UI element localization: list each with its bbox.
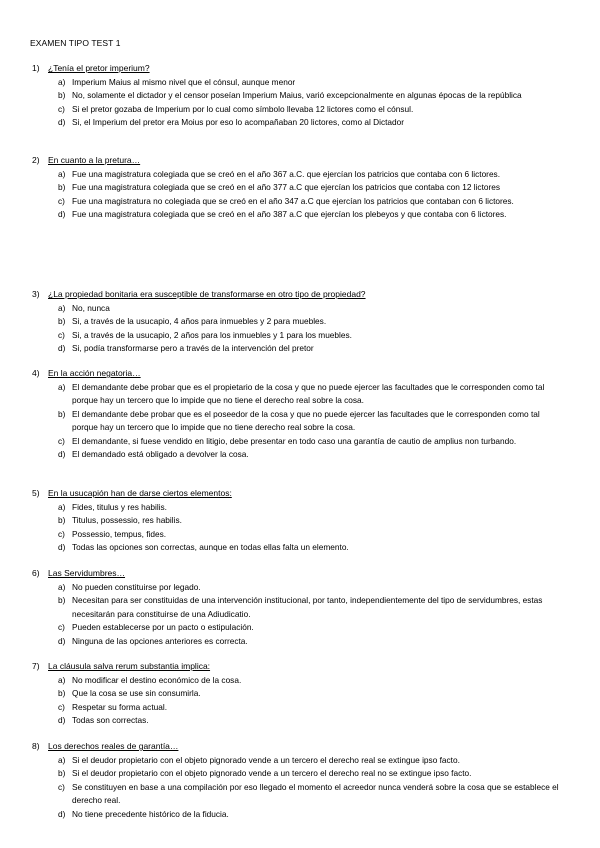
option-text: Respetar su forma actual. bbox=[72, 701, 167, 712]
option-letter: a) bbox=[58, 675, 66, 685]
option-letter: d) bbox=[58, 117, 66, 128]
option-letter: a) bbox=[58, 755, 66, 765]
option-text: El demandado está obligado a devolver la cosa. bbox=[72, 449, 249, 460]
answer-option bbox=[0, 594, 600, 621]
answer-option bbox=[0, 181, 600, 194]
option-letter: c) bbox=[58, 528, 65, 539]
answer-option bbox=[0, 408, 600, 435]
option-letter: a) bbox=[58, 169, 66, 179]
question-text: Los derechos reales de garantía… bbox=[48, 741, 179, 751]
option-letter: c) bbox=[58, 622, 65, 633]
option-letter: d) bbox=[58, 542, 66, 553]
question-3 bbox=[0, 289, 600, 356]
answer-option bbox=[0, 767, 600, 780]
answer-option bbox=[0, 89, 600, 102]
option-text: Imperium Maius al mismo nivel que el cónsul, aunque menor bbox=[72, 77, 296, 87]
answer-option bbox=[0, 714, 600, 727]
answer-option bbox=[0, 808, 600, 821]
answer-option bbox=[0, 448, 600, 461]
answer-option bbox=[0, 501, 600, 514]
answer-option bbox=[0, 528, 600, 541]
option-letter: d) bbox=[58, 209, 66, 220]
answer-option bbox=[0, 687, 600, 700]
option-text: Si el deudor propietario con el objeto pignorado vende a un tercero el derecho real se extingue ipso facto. bbox=[72, 755, 460, 765]
option-letter: b) bbox=[58, 182, 66, 193]
question-number: 5) bbox=[32, 488, 40, 498]
question-number: 3) bbox=[32, 289, 40, 299]
answer-option bbox=[0, 635, 600, 648]
question-text: En la acción negatoria… bbox=[48, 368, 141, 378]
question-number: 4) bbox=[32, 368, 40, 378]
answer-option bbox=[0, 195, 600, 208]
answer-option bbox=[0, 208, 600, 221]
option-text: Si, el Imperium del pretor era Moius por eso lo acompañaban 20 lictores, como al Dictador bbox=[72, 117, 405, 128]
option-text: El demandante debe probar que es el poseedor de la cosa y que no puede ejercer las facultades que le corresponden como tal porque hay un tercero que lo impide que no tiene derecho real sobre la cosa. bbox=[72, 408, 540, 433]
question-6 bbox=[0, 568, 600, 648]
answer-option bbox=[0, 754, 600, 767]
option-letter: b) bbox=[58, 595, 66, 606]
option-letter: c) bbox=[58, 435, 65, 446]
option-text: Pueden establecerse por un pacto o estipulación. bbox=[72, 622, 254, 633]
answer-option bbox=[0, 674, 600, 687]
question-text: Las Servidumbres… bbox=[48, 568, 126, 578]
option-letter: d) bbox=[58, 343, 66, 354]
option-text: Si el pretor gozaba de Imperium por lo cual como símbolo llevaba 12 lictores como el cónsul. bbox=[72, 103, 414, 114]
option-letter: c) bbox=[58, 701, 65, 712]
answer-option bbox=[0, 329, 600, 342]
option-text: No tiene precedente histórico de la fiducia. bbox=[72, 808, 229, 819]
option-text: Todas las opciones son correctas, aunque en todas ellas falta un elemento. bbox=[72, 542, 349, 553]
option-text: Si, podía transformarse pero a través de la intervención del pretor bbox=[72, 343, 314, 354]
option-letter: a) bbox=[58, 382, 66, 392]
answer-option bbox=[0, 541, 600, 554]
option-text: Possessio, tempus, fides. bbox=[72, 528, 167, 539]
option-text: El demandante, si fuese vendido en litigio, debe presentar en todo caso una garantía de cautio de amplius non turbando. bbox=[72, 435, 517, 446]
option-text: Ninguna de las opciones anteriores es correcta. bbox=[72, 635, 248, 646]
option-letter: b) bbox=[58, 316, 66, 327]
answer-option bbox=[0, 76, 600, 89]
option-text: No, solamente el dictador y el censor poseían Imperium Maius, varió excepcionalmente en algunas épocas de la república bbox=[72, 90, 522, 101]
answer-option bbox=[0, 781, 600, 808]
question-text: En cuanto a la pretura… bbox=[48, 155, 141, 165]
option-text: Fue una magistratura colegiada que se creó en el año 367 a.C. que ejercían los patricios que contaba con 6 lictores. bbox=[72, 169, 501, 179]
option-letter: a) bbox=[58, 77, 66, 87]
option-letter: d) bbox=[58, 808, 66, 819]
option-letter: b) bbox=[58, 408, 66, 419]
answer-option bbox=[0, 621, 600, 634]
question-number: 7) bbox=[32, 661, 40, 671]
answer-option bbox=[0, 168, 600, 181]
option-letter: b) bbox=[58, 90, 66, 101]
option-text: Fue una magistratura colegiada que se creó en el año 387 a.C que ejercían los plebeyos y que contaba con 6 lictores. bbox=[72, 209, 507, 220]
question-text: ¿La propiedad bonitaria era susceptible de transformarse en otro tipo de propiedad? bbox=[48, 289, 366, 299]
answer-option bbox=[0, 116, 600, 129]
option-letter: b) bbox=[58, 688, 66, 699]
question-number: 1) bbox=[32, 63, 40, 73]
option-letter: c) bbox=[58, 103, 65, 114]
question-text: La cláusula salva rerum substantia implica: bbox=[48, 661, 211, 671]
question-8 bbox=[0, 741, 600, 821]
option-letter: a) bbox=[58, 582, 66, 592]
answer-option bbox=[0, 381, 600, 408]
exam-title: EXAMEN TIPO TEST 1 bbox=[30, 38, 121, 48]
question-4 bbox=[0, 368, 600, 461]
option-text: Si, a través de la usucapio, 4 años para inmuebles y 2 para muebles. bbox=[72, 316, 327, 327]
question-text: ¿Tenía el pretor imperium? bbox=[48, 63, 150, 73]
option-letter: a) bbox=[58, 502, 66, 512]
answer-option bbox=[0, 581, 600, 594]
option-letter: c) bbox=[58, 195, 65, 206]
option-letter: b) bbox=[58, 768, 66, 779]
option-text: Necesitan para ser constituidas de una intervención institucional, por tanto, independientemente del tipo de servidumbres, estas necesitarán para constituirse de una Adiudicatio. bbox=[72, 595, 543, 619]
question-text: En la usucapión han de darse ciertos elementos: bbox=[48, 488, 232, 498]
option-text: Todas son correctas. bbox=[72, 715, 149, 726]
question-7 bbox=[0, 661, 600, 728]
option-text: Se constituyen en base a una compilación por eso llegado el momento el acreedor nunca venderá sobre la cosa que se establece el derecho real. bbox=[72, 781, 559, 806]
option-text: Fue una magistratura no colegiada que se creó en el año 347 a.C que ejercían los patricios que contaban con 6 lictores. bbox=[72, 195, 514, 206]
option-letter: d) bbox=[58, 715, 66, 726]
option-text: El demandante debe probar que es el propietario de la cosa y que no puede ejercer las facultades que le corresponden como tal porque hay un tercero que lo impide que no tiene el derecho real sobre la cosa. bbox=[72, 382, 545, 406]
option-text: Si el deudor propietario con el objeto pignorado vende a un tercero el derecho real no se extingue ipso facto. bbox=[72, 768, 472, 779]
question-number: 8) bbox=[32, 741, 40, 751]
option-letter: d) bbox=[58, 449, 66, 460]
question-number: 2) bbox=[32, 155, 40, 165]
option-text: Titulus, possessio, res habilis. bbox=[72, 515, 182, 526]
answer-option bbox=[0, 302, 600, 315]
answer-option bbox=[0, 514, 600, 527]
question-number: 6) bbox=[32, 568, 40, 578]
answer-option bbox=[0, 315, 600, 328]
option-text: No modificar el destino económico de la cosa. bbox=[72, 675, 242, 685]
answer-option bbox=[0, 103, 600, 116]
question-1 bbox=[0, 63, 600, 130]
option-text: Que la cosa se use sin consumirla. bbox=[72, 688, 201, 699]
question-5 bbox=[0, 488, 600, 555]
option-text: Fides, titulus y res habilis. bbox=[72, 502, 167, 512]
option-letter: c) bbox=[58, 781, 65, 792]
option-letter: a) bbox=[58, 303, 66, 313]
option-text: Fue una magistratura colegiada que se creó en el año 377 a.C que ejercían los patricios que contaba con 12 lictores bbox=[72, 182, 501, 193]
question-2 bbox=[0, 155, 600, 222]
option-letter: c) bbox=[58, 329, 65, 340]
answer-option bbox=[0, 701, 600, 714]
option-letter: d) bbox=[58, 635, 66, 646]
answer-option bbox=[0, 435, 600, 448]
option-letter: b) bbox=[58, 515, 66, 526]
option-text: Si, a través de la usucapio, 2 años para los inmuebles y 1 para los muebles. bbox=[72, 329, 352, 340]
answer-option bbox=[0, 342, 600, 355]
option-text: No pueden constituirse por legado. bbox=[72, 582, 201, 592]
option-text: No, nunca bbox=[72, 303, 110, 313]
